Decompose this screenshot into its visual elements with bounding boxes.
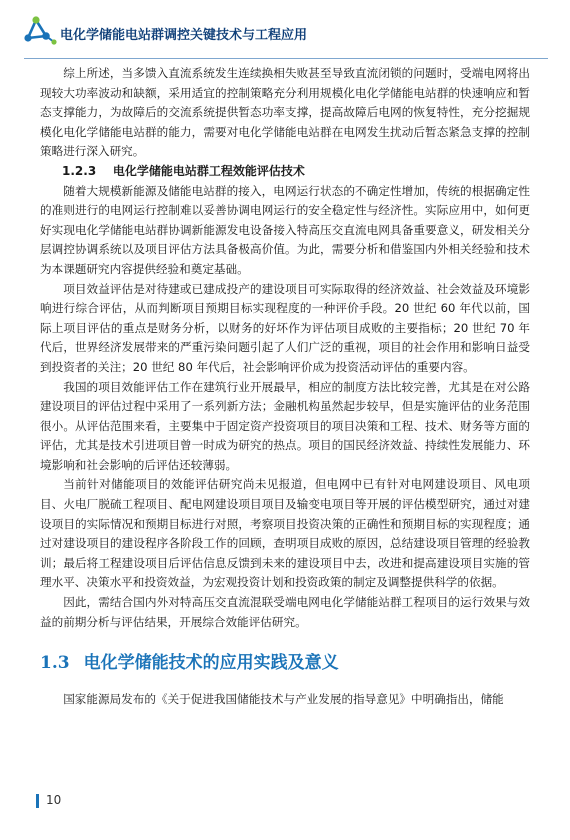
page-footer <box>36 792 96 812</box>
body-paragraph: 我国的项目效能评估工作在建筑行业开展最早，相应的制度方法比较完善，尤其是在对公路建设项目的评估过程中采用了一系列新方法；金融机构虽然起步较早，但是实施评估的业务范围很小。从评估范围来看，主要集中于固定资产投资项目的项目决策和工程、技术、财务等方面的评估，尤其是技术引进项目曾一时成为研究的热点。项目的国民经济效益、持续性发展能力、环境影响和社会影响的后评估还较薄弱。 <box>40 379 530 472</box>
section-number: 1.3 <box>40 653 70 674</box>
body-paragraph: 当前针对储能项目的效能评估研究尚未见报道，但电网中已有针对电网建设项目、风电项目、火电厂脱硫工程项目、配电网建设项目项目及输变电项目等开展的评估模型研究，通过对建设项目的实际情况和预期目标进行对照，考察项目投资决策的正确性和预期目标的实现程度；通过对建设项目的建设程序各阶段工作的回顾，查明项目成败的原因，总结建设项目管理的经验教训；最后将工程建设项目后评估信息反馈到未来的建设项目中去，改进和提高建设项目实施的管理水平、决策水平和投资效益，为宏观投资计划和投资政策的制定及调整提供科学的依据。 <box>40 477 530 590</box>
page-number: 10 <box>46 793 62 807</box>
body-paragraph: 综上所述，当多馈入直流系统发生连续换相失败甚至导致直流闭锁的问题时，受端电网将出现较大功率波动和缺额，采用适宜的控制策略充分利用规模化电化学储能电站群的快速响应和暂态支撑能力，为故障后的交流系统提供暂态功率支撑，提高故障后电网的恢复特性，充分挖掘规模化电化学储能电站群的能力，需要对电化学储能电站群在电网发生扰动后暂态紧急支撑的控制策略进行深入研究。 <box>40 66 530 159</box>
body-paragraph: 国家能源局发布的《关于促进我国储能技术与产业发展的指导意见》中明确指出，储能 <box>63 692 504 707</box>
molecule-logo-icon <box>22 16 58 46</box>
running-header <box>22 12 548 52</box>
subsection-title: 电化学储能电站群工程效能评估技术 <box>112 163 305 178</box>
section-heading <box>40 650 530 676</box>
subsection-heading <box>40 162 530 182</box>
body-paragraph: 因此，需结合国内外对特高压交直流混联受端电网电化学储能站群工程项目的运行效果与效益的前期分析与评估结果，开展综合效能评估研究。 <box>40 595 530 629</box>
header-divider <box>24 58 548 59</box>
page-body <box>40 64 530 710</box>
subsection-number: 1.2.3 <box>62 163 97 178</box>
footer-accent-bar <box>36 794 39 808</box>
body-paragraph: 随着大规模新能源及储能电站群的接入，电网运行状态的不确定性增加，传统的根据确定性的准则进行的电网运行控制难以妥善协调电网运行的安全稳定性与经济性。实际应用中，如何更好实现电化学储能电站群协调新能源发电设备接入特高压交直流电网具备重要意义，研发相关分层调控协调系统以及项目评估方法具备极高价值。为此，需要分析和借鉴国内外相关经验和技术为本课题研究内容提供经验和奠定基础。 <box>40 183 530 276</box>
section-title: 电化学储能技术的应用实践及意义 <box>83 653 339 674</box>
body-paragraph: 项目效益评估是对待建或已建成投产的建设项目可实际取得的经济效益、社会效益及环境影响进行综合评估，从而判断项目预期目标实现程度的一种评价手段。20 世纪 60 年代以前，国际上项目评估的重点是财务分析，以财务的好坏作为评估项目成败的主要指标；20 世纪 70 年代后，世界经济发展带来的严重污染问题引起了人们广泛的重视，项目的社会作用和影响日益受到投资者的关注；20 世纪 80 年代后，社会影响评价成为投资活动评估的重要内容。 <box>40 281 530 374</box>
header-title: 电化学储能电站群调控关键技术与工程应用 <box>60 28 308 43</box>
